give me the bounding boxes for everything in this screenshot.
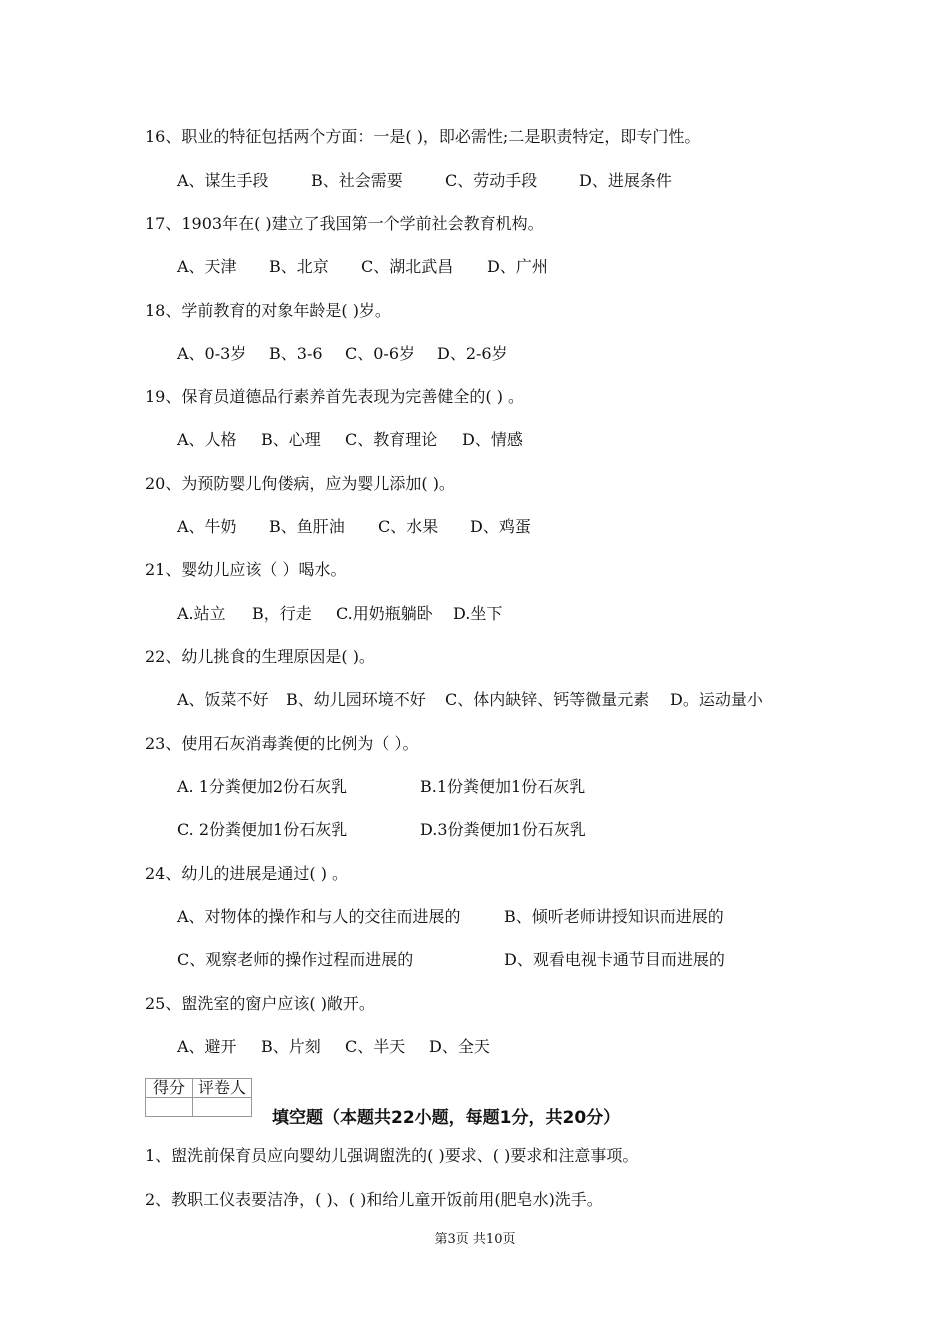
option-19-b: B、心理 [261, 430, 321, 449]
option-16-b: B、社会需要 [311, 171, 403, 190]
option-24-a: A、对物体的操作和与人的交往而进展的 [177, 907, 461, 926]
option-24-d: D、观看电视卡通节目而进展的 [504, 950, 725, 969]
score-cell [146, 1098, 193, 1117]
option-17-c: C、湖北武昌 [361, 257, 454, 276]
question-21: 21、婴幼儿应该（ ）喝水。 [145, 560, 347, 579]
grader-cell [193, 1098, 252, 1117]
option-21-b: B，行走 [252, 604, 312, 623]
question-18: 18、学前教育的对象年龄是( )岁。 [145, 301, 391, 320]
option-22-d: D。运动量小 [670, 690, 763, 709]
option-19-a: A、人格 [177, 430, 237, 449]
fill-question-2: 2、教职工仪表要洁净，( )、( )和给儿童开饭前用(肥皂水)洗手。 [145, 1190, 603, 1209]
question-24: 24、幼儿的进展是通过( ) 。 [145, 864, 349, 883]
option-25-a: A、避开 [177, 1037, 237, 1056]
option-24-c: C、观察老师的操作过程而进展的 [177, 950, 414, 969]
option-21-a: A.站立 [177, 604, 226, 623]
option-18-b: B、3-6 [269, 344, 323, 363]
option-22-c: C、体内缺锌、钙等微量元素 [445, 690, 650, 709]
option-24-b: B、倾听老师讲授知识而进展的 [504, 907, 724, 926]
option-18-c: C、0-6岁 [345, 344, 416, 363]
option-22-b: B、幼儿园环境不好 [286, 690, 426, 709]
question-25: 25、盥洗室的窗户应该( )敞开。 [145, 994, 375, 1013]
option-25-d: D、全天 [429, 1037, 490, 1056]
option-17-b: B、北京 [269, 257, 329, 276]
section-title: 填空题（本题共22小题，每题1分，共20分） [272, 1108, 621, 1128]
option-21-c: C.用奶瓶躺卧 [336, 604, 433, 623]
option-20-a: A、牛奶 [177, 517, 237, 536]
option-20-d: D、鸡蛋 [470, 517, 531, 536]
option-19-d: D、情感 [462, 430, 523, 449]
option-23-d: D.3份粪便加1份石灰乳 [420, 820, 586, 839]
option-19-c: C、教育理论 [345, 430, 438, 449]
option-25-b: B、片刻 [261, 1037, 321, 1056]
option-16-c: C、劳动手段 [445, 171, 538, 190]
option-18-a: A、0-3岁 [177, 344, 247, 363]
option-18-d: D、2-6岁 [437, 344, 508, 363]
option-22-a: A、饭菜不好 [177, 690, 269, 709]
option-16-d: D、进展条件 [579, 171, 672, 190]
score-label: 得分 [146, 1079, 193, 1098]
option-23-a: A. 1分粪便加2份石灰乳 [177, 777, 348, 796]
option-16-a: A、谋生手段 [177, 171, 269, 190]
question-20: 20、为预防婴儿佝偻病，应为婴儿添加( )。 [145, 474, 455, 493]
question-23: 23、使用石灰消毒粪便的比例为（ ）。 [145, 734, 419, 753]
fill-question-1: 1、盥洗前保育员应向婴幼儿强调盥洗的( )要求、( )要求和注意事项。 [145, 1146, 639, 1165]
question-22: 22、幼儿挑食的生理原因是( )。 [145, 647, 375, 666]
question-16: 16、职业的特征包括两个方面：一是( )，即必需性;二是职责特定，即专门性。 [145, 127, 701, 146]
score-table [145, 1078, 252, 1117]
option-21-d: D.坐下 [453, 604, 503, 623]
option-20-c: C、水果 [378, 517, 439, 536]
option-20-b: B、鱼肝油 [269, 517, 345, 536]
page-footer: 第3页 共10页 [434, 1232, 516, 1247]
option-25-c: C、半天 [345, 1037, 406, 1056]
option-17-d: D、广州 [487, 257, 548, 276]
question-19: 19、保育员道德品行素养首先表现为完善健全的( ) 。 [145, 387, 525, 406]
option-23-b: B.1份粪便加1份石灰乳 [420, 777, 586, 796]
grader-label: 评卷人 [193, 1079, 252, 1098]
option-17-a: A、天津 [177, 257, 237, 276]
option-23-c: C. 2份粪便加1份石灰乳 [177, 820, 348, 839]
question-17: 17、1903年在( )建立了我国第一个学前社会教育机构。 [145, 214, 544, 233]
